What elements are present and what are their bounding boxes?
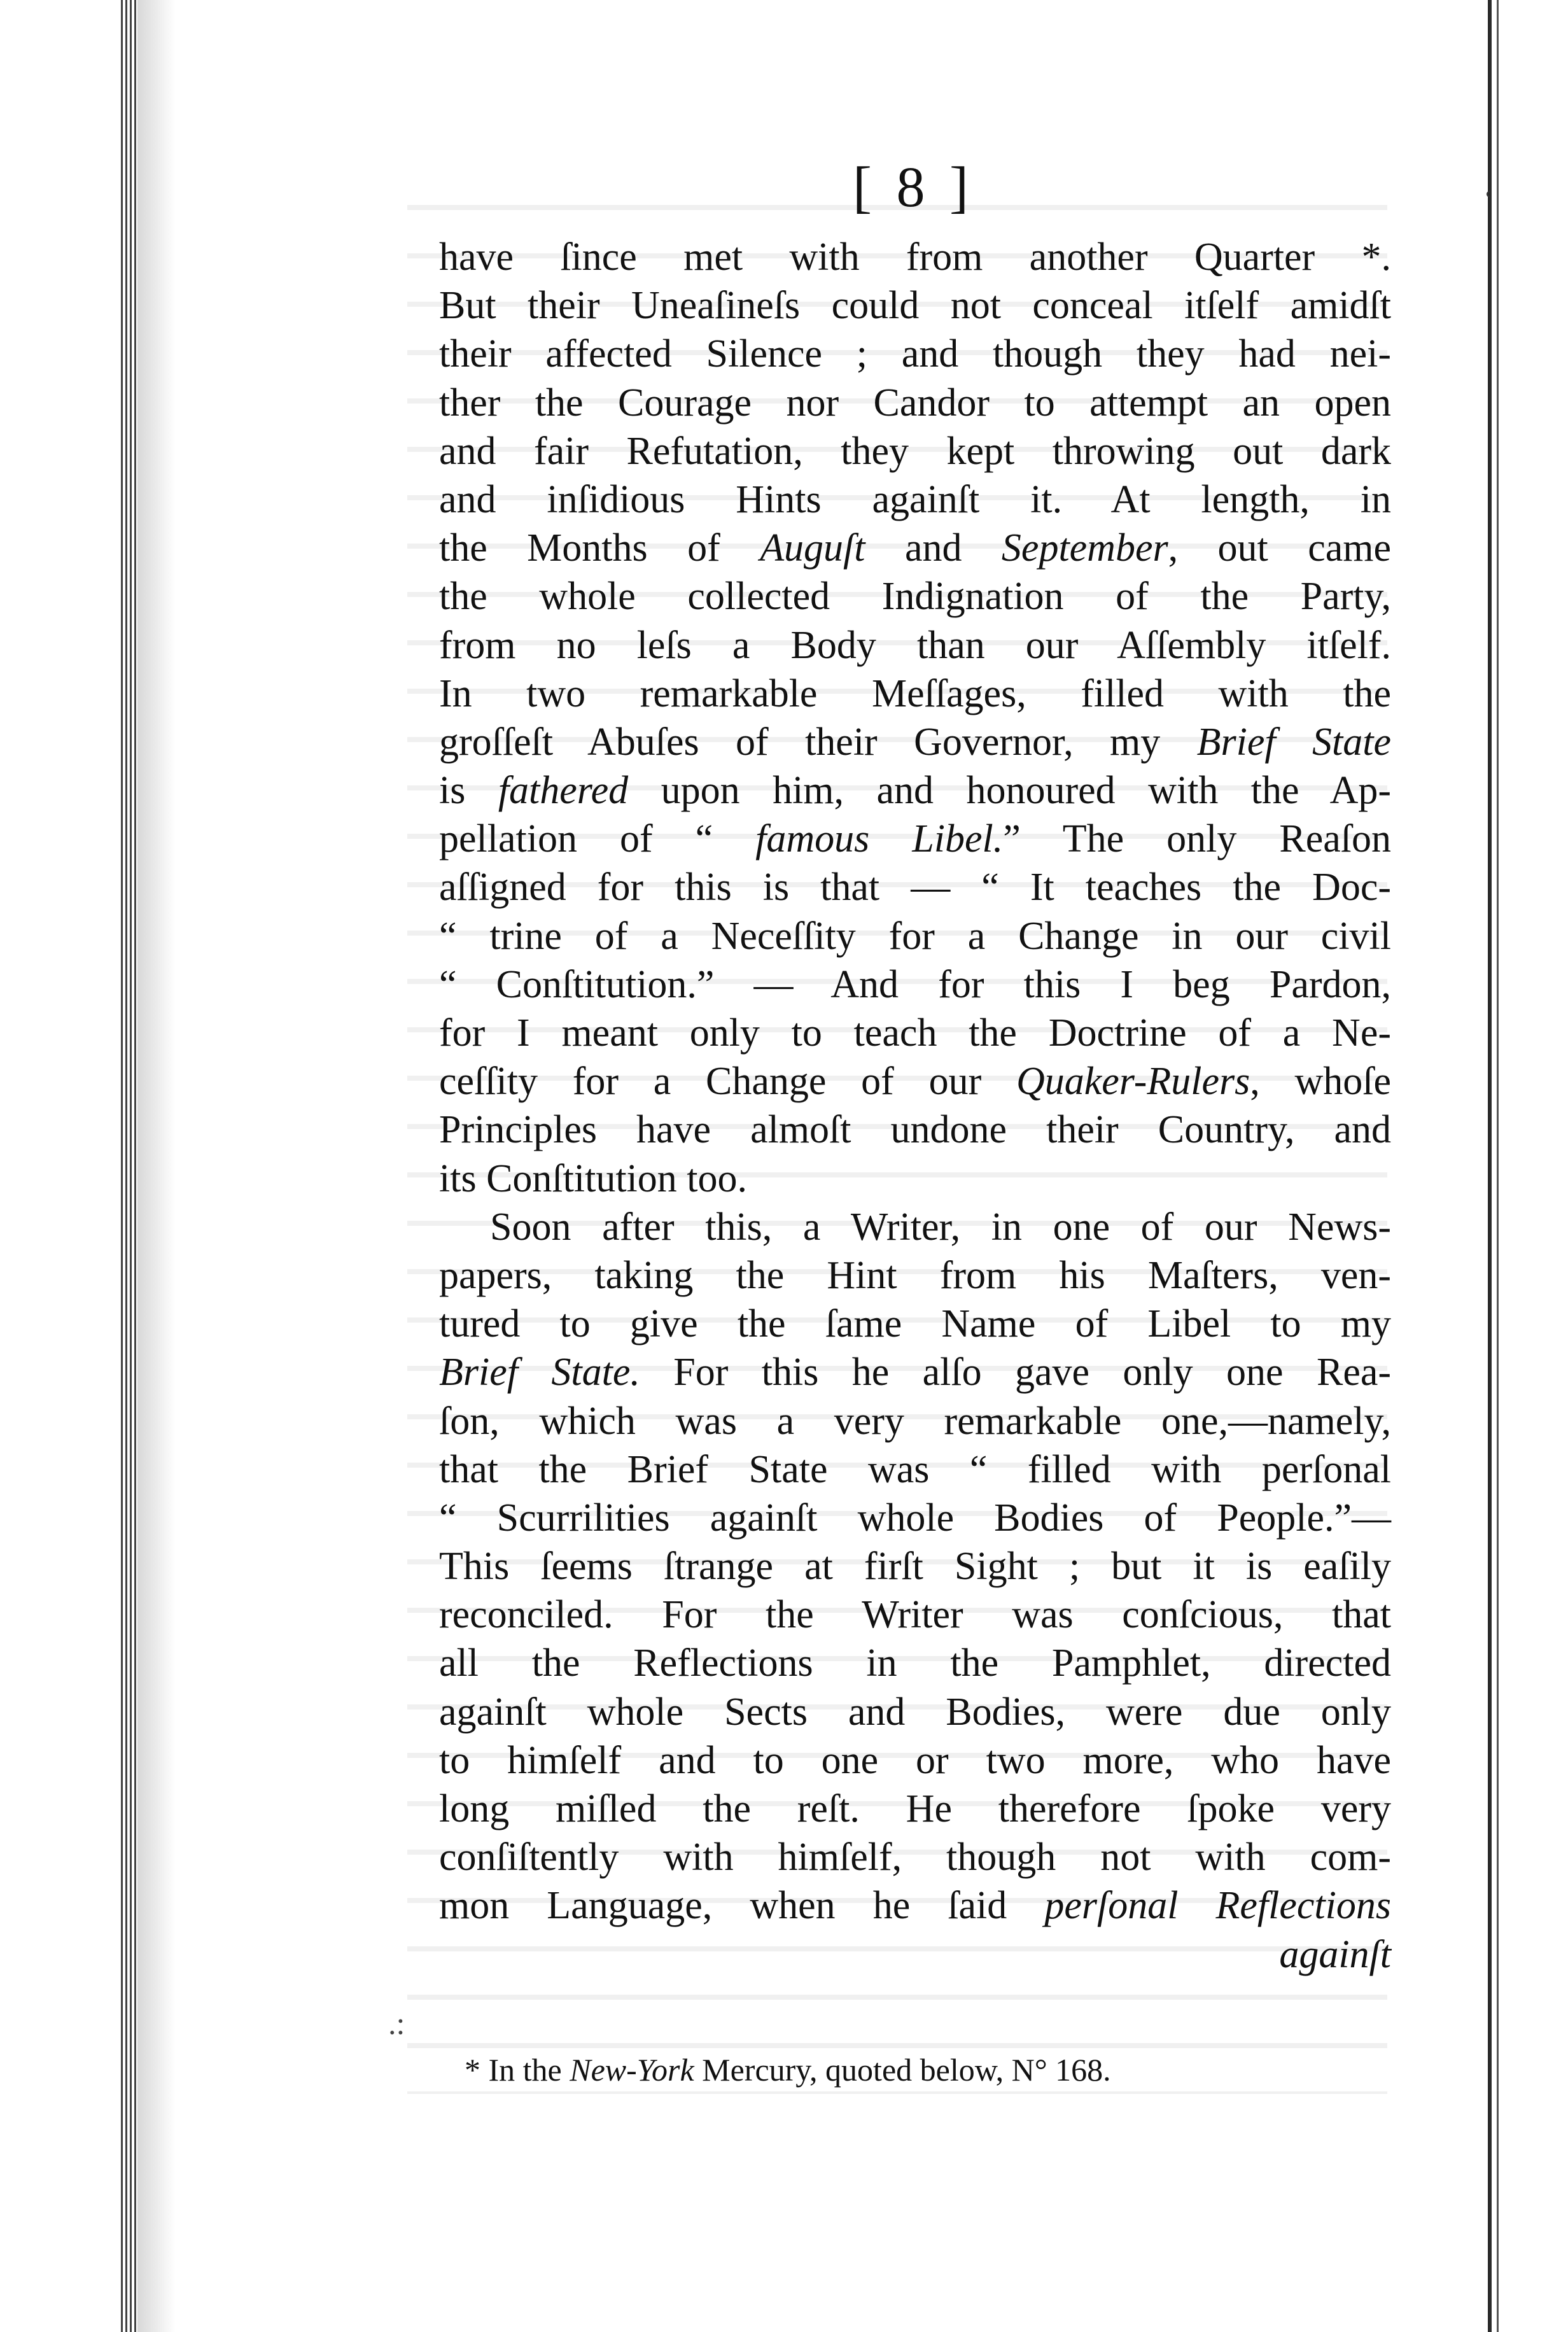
text-line: their affected Silence ; and though they had nei-: [439, 332, 1391, 376]
binding-edge: [121, 0, 137, 2332]
text-line: to himſelf and to one or two more, who have: [439, 1738, 1391, 1782]
text-line: all the Reflections in the Pamphlet, directed: [439, 1641, 1391, 1685]
text-line: from no leſs a Body than our Aſſembly itſelf.: [439, 623, 1391, 667]
text-line: the Months of Auguſt and September, out came: [439, 526, 1391, 570]
margin-dots: .:: [388, 2005, 405, 2041]
text-line: aſſigned for this is that — “ It teaches the Doc-: [439, 866, 1391, 910]
right-page-edge-inner: [1497, 0, 1499, 2332]
edge-mark: ʿ: [1483, 185, 1494, 221]
left-margin: [0, 0, 121, 2332]
text-line: ther the Courage nor Candor to attempt an open: [439, 381, 1391, 425]
text-line: This ſeems ſtrange at firſt Sight ; but it is eaſily: [439, 1545, 1391, 1589]
footnote: * In the New-York Mercury, quoted below, N° 168.: [465, 2052, 1111, 2088]
text-line: for I meant only to teach the Doctrine of a Ne-: [439, 1011, 1391, 1055]
text-line: ceſſity for a Change of our Quaker-Rulers, whoſe: [439, 1060, 1391, 1104]
text-line: and fair Refutation, they kept throwing out dark: [439, 429, 1391, 473]
text-line: tured to give the ſame Name of Libel to my: [439, 1302, 1391, 1346]
text-line: againſt whole Sects and Bodies, were due only: [439, 1690, 1391, 1734]
text-line: Brief State. For this he alſo gave only one Rea-: [439, 1351, 1391, 1394]
text-line: the whole collected Indignation of the Party,: [439, 575, 1391, 619]
text-line: is fathered upon him, and honoured with the Ap-: [439, 769, 1392, 813]
text-line: have ſince met with from another Quarter *.: [439, 235, 1391, 279]
binding-shadow: [137, 0, 176, 2332]
text-line: But their Uneaſineſs could not conceal itſelf amidſt: [439, 284, 1391, 328]
text-line: “ trine of a Neceſſity for a Change in our civil: [439, 914, 1391, 958]
text-line: ſon, which was a very remarkable one,—namely,: [439, 1399, 1391, 1443]
text-line: Principles have almoſt undone their Country, and: [439, 1108, 1391, 1152]
text-line: papers, taking the Hint from his Maſters, ven-: [439, 1253, 1391, 1297]
text-line: groſſeſt Abuſes of their Governor, my Brief State: [439, 720, 1391, 764]
right-margin: [1502, 0, 1568, 2332]
text-line: long miſled the reſt. He therefore ſpoke very: [439, 1787, 1391, 1830]
body-text: [439, 233, 1391, 1979]
text-line: its Conſtitution too.: [439, 1156, 748, 1200]
text-line: pellation of “ famous Libel.” The only Reaſon: [439, 817, 1391, 861]
text-line: mon Language, when he ſaid perſonal Reflections: [439, 1884, 1391, 1928]
text-line: reconciled. For the Writer was conſcious, that: [439, 1593, 1391, 1637]
text-line: Soon after this, a Writer, in one of our News-: [490, 1205, 1391, 1249]
text-line: and inſidious Hints againſt it. At length, in: [439, 477, 1391, 521]
text-line: that the Brief State was “ filled with perſonal: [439, 1447, 1391, 1491]
text-line: In two remarkable Meſſages, filled with the: [439, 671, 1391, 715]
text-line: “ Scurrilities againſt whole Bodies of People.”—: [439, 1496, 1391, 1540]
catchword: againſt: [1279, 1932, 1391, 1976]
text-line: “ Conſtitution.” — And for this I beg Pardon,: [439, 962, 1391, 1006]
page-number: [ 8 ]: [853, 156, 974, 219]
text-line: conſiſtently with himſelf, though not with com-: [439, 1836, 1391, 1879]
right-page-edge: [1488, 0, 1492, 2332]
